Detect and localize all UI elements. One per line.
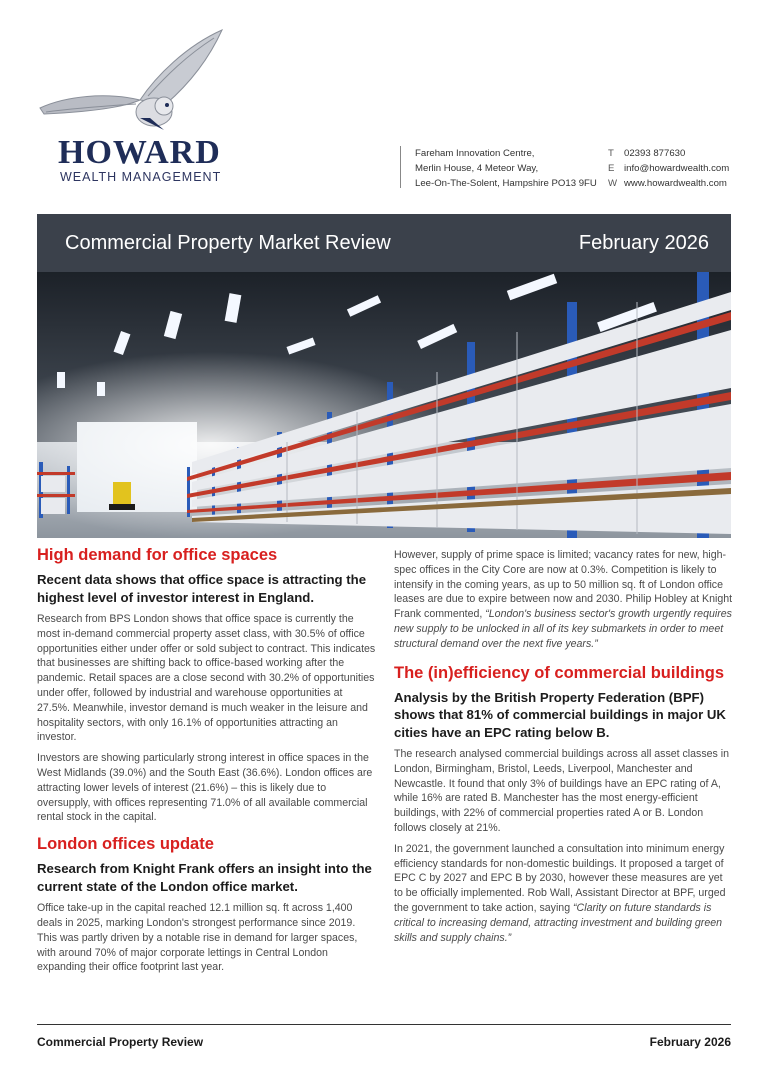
banner-title: Commercial Property Market Review <box>65 231 391 254</box>
web-key: W <box>608 178 618 189</box>
footer-divider <box>37 1024 731 1025</box>
efficiency-quote: “Clarity on future standards is critical to increasing demand, attracting investment and building green skills and supply chains.” <box>394 902 723 944</box>
office-demand-paragraph: Research from BPS London shows that office space is currently the most in-demand commercial property asset class, with 30.5% of office opportunities either under offer or sold subject to contract. This indicates that businesses are shifting back to office-based working after the pandemic. Retail spaces are a close second with 30.2% of opportunities under offer, followed by industrial and warehouse opportunities at 27.5%. Meanwhile, investor demand is much weaker in the leisure and hospitality sectors, with only 16.1% of opportunities attracting an investor. <box>37 613 376 744</box>
contact-details <box>608 146 729 191</box>
phone-row <box>608 146 729 161</box>
address-line: Merlin House, 4 Meteor Way, <box>415 163 539 174</box>
company-logo <box>36 26 236 186</box>
efficiency-text: In 2021, the government launched a consultation into minimum energy efficiency standards for non-domestic buildings. It proposed a target of EPC C by 2027 and EPC B by 2030, however these measures are yet to be officially implemented. Rob Wall, Assistant Director at BPF, urged the government to take action, saying <box>394 842 726 915</box>
email-link[interactable]: info@howardwealth.com <box>624 163 730 174</box>
efficiency-heading: The (in)efficiency of commercial buildings <box>394 663 725 682</box>
efficiency-paragraph <box>394 842 734 946</box>
efficiency-subheading: Analysis by the British Property Federation (BPF) shows that 81% of commercial buildings in major UK cities have an EPC rating below B. <box>394 689 726 740</box>
left-column <box>37 546 377 981</box>
london-offices-text: However, supply of prime space is limited; vacancy rates for new, high-spec offices in the City Core are now at 0.3%. Competition is likely to intensify in the coming years, as up to 50 million sq. ft of London office leases are due to expire between now and 2030. Philip Hobley at Knight Frank commented, <box>394 549 733 621</box>
owl-logo-icon <box>36 26 236 136</box>
brand-name: HOWARD <box>58 134 221 171</box>
brand-tagline: WEALTH MANAGEMENT <box>60 170 222 184</box>
address-line: Lee-On-The-Solent, Hampshire PO13 9FU <box>415 178 597 189</box>
warehouse-hero-image <box>37 272 731 538</box>
london-offices-heading: London offices update <box>37 835 214 854</box>
web-row <box>608 176 729 191</box>
footer-date: February 2026 <box>649 1035 731 1049</box>
email-row <box>608 161 729 176</box>
footer-title: Commercial Property Review <box>37 1035 204 1049</box>
office-demand-subheading: Recent data shows that office space is attracting the highest level of investor interest in England. <box>37 572 367 605</box>
address-block <box>400 146 597 188</box>
london-offices-paragraph <box>394 548 734 652</box>
office-demand-heading: High demand for office spaces <box>37 546 278 564</box>
banner-date: February 2026 <box>578 231 709 254</box>
email-key: E <box>608 163 615 174</box>
right-column <box>394 548 734 951</box>
website-link[interactable]: www.howardwealth.com <box>624 178 727 189</box>
address-line: Fareham Innovation Centre, <box>415 148 535 159</box>
london-offices-subheading: Research from Knight Frank offers an insight into the current state of the London office market. <box>37 861 372 894</box>
efficiency-paragraph: The research analysed commercial buildings across all asset classes in London, Birmingham, Bristol, Leeds, Liverpool, Manchester and Newcastle. It found that only 3% of buildings have an EPC rating of A, while 16% are rated B. Manchester has the most energy-efficient buildings, with 22% of commercial properties rated A or B. London follows closely at 21%. <box>394 748 730 835</box>
phone-key: T <box>608 148 614 159</box>
warehouse-illustration <box>37 272 731 538</box>
london-offices-paragraph: Office take-up in the capital reached 12.1 million sq. ft across 1,400 deals in 2025, marking London's strongest performance since 2019. This was partly driven by a notable rise in demand for larger spaces, with around 70% of major corporate lettings in Central London expanding their office footprint last year. <box>37 902 358 974</box>
title-banner <box>37 214 731 272</box>
office-demand-paragraph: Investors are showing particularly strong interest in office spaces in the West Midlands (39.0%) and the South East (36.6%). London offices are attracting lower levels of interest (21.6%) – this is likely due to oversupply, with offices representing 71.0% of all available commercial rental stock in the capital. <box>37 752 373 824</box>
london-offices-quote: “London's business sector's growth urgently requires new supply to be unlocked in all of its key submarkets in order to meet structural demand over the next five years.” <box>394 608 732 650</box>
phone-number[interactable]: 02393 877630 <box>624 148 686 159</box>
